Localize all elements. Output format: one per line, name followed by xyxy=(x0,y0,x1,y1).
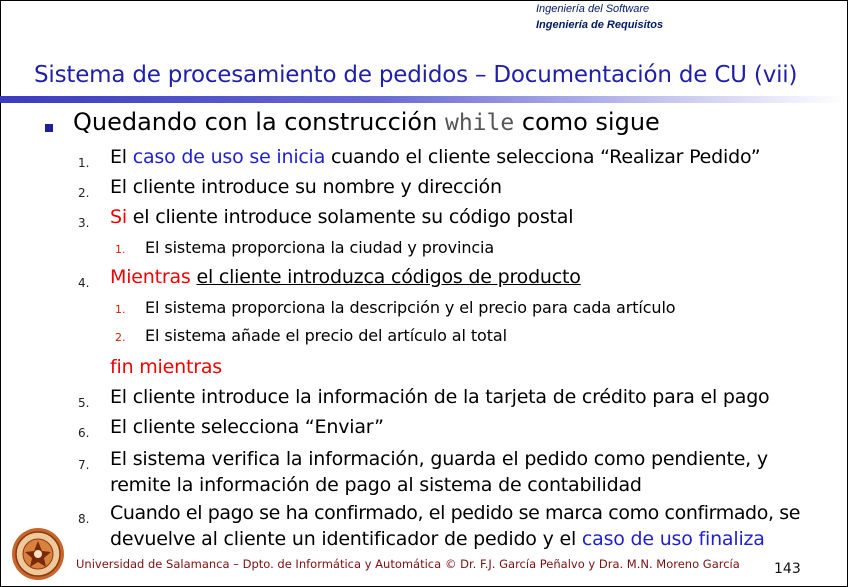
step-8-line-2-text: devuelve al cliente un identificador de pedido y el xyxy=(110,528,577,550)
end-loop-keyword: fin mientras xyxy=(110,356,222,378)
step-number: 6. xyxy=(78,426,90,440)
header-topic: Ingeniería de Requisitos xyxy=(536,19,664,31)
main-bullet-code: while xyxy=(444,110,515,136)
step-4-substep-1: El sistema proporciona la descripción y el precio para cada artículo xyxy=(145,298,676,317)
step-8-highlight: caso de uso finaliza xyxy=(581,528,765,550)
slide-title: Sistema de procesamiento de pedidos – Documentación de CU (vii) xyxy=(34,62,798,88)
step-2: El cliente introduce su nombre y dirección xyxy=(110,176,502,198)
substep-number: 1. xyxy=(115,243,126,256)
step-8-line-2 xyxy=(110,528,765,550)
step-4-substep-2: El sistema añade el precio del artículo al total xyxy=(145,326,507,345)
main-bullet-text-after: como sigue xyxy=(521,108,660,136)
footer-copyright: © Dr. F.J. García Peñalvo y Dra. M.N. Moreno García xyxy=(445,557,740,571)
title-divider xyxy=(0,96,846,103)
step-number: 3. xyxy=(78,216,90,230)
step-number: 4. xyxy=(78,276,90,290)
step-4-keyword: Mientras xyxy=(110,266,191,288)
step-number: 7. xyxy=(78,458,90,472)
square-bullet-icon xyxy=(45,124,53,132)
step-7-line-2: remite la información de pago al sistema de contabilidad xyxy=(110,474,642,496)
step-number: 8. xyxy=(78,512,90,526)
step-4-text: el cliente introduzca códigos de producto xyxy=(196,266,581,288)
university-seal-icon xyxy=(11,527,65,581)
step-3-text: el cliente introduce solamente su código postal xyxy=(132,206,574,228)
step-7-line-1: El sistema verifica la información, guarda el pedido como pendiente, y xyxy=(110,448,768,470)
step-1-part1: El xyxy=(110,146,127,168)
main-bullet-text-before: Quedando con la construcción xyxy=(73,108,438,136)
step-8-line-1: Cuando el pago se ha confirmado, el pedido se marca como confirmado, se xyxy=(110,502,801,524)
step-1-highlight: caso de uso se inicia xyxy=(132,146,326,168)
step-4 xyxy=(110,266,581,288)
header-course: Ingeniería del Software xyxy=(536,3,650,15)
step-number: 5. xyxy=(78,396,90,410)
main-bullet xyxy=(73,108,660,136)
step-1 xyxy=(110,146,760,168)
step-3-keyword: Si xyxy=(110,206,127,228)
page-number: 143 xyxy=(774,561,801,577)
step-5: El cliente introduce la información de la tarjeta de crédito para el pago xyxy=(110,386,770,408)
step-number: 2. xyxy=(78,186,90,200)
step-3 xyxy=(110,206,573,228)
footer-institution: Universidad de Salamanca – Dpto. de Informática y Automática xyxy=(76,557,442,571)
substep-number: 2. xyxy=(115,331,126,344)
step-6: El cliente selecciona “Enviar” xyxy=(110,416,384,438)
substep-number: 1. xyxy=(115,303,126,316)
step-number: 1. xyxy=(78,156,90,170)
step-1-part3: cuando el cliente selecciona “Realizar Pedido” xyxy=(331,146,761,168)
step-3-substep-1: El sistema proporciona la ciudad y provincia xyxy=(145,238,495,257)
